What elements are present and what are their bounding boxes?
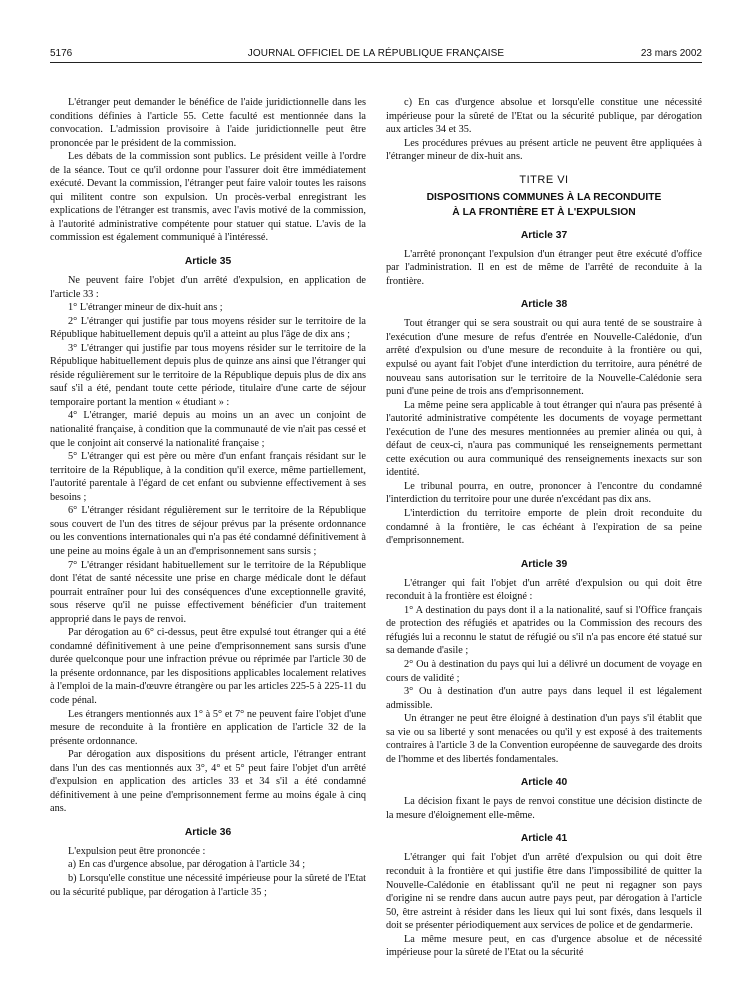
paragraph: L'étranger qui fait l'objet d'un arrêté d'expulsion ou qui doit être reconduit à la frontière et qui justifie être dans l'impossibilité de quitter la Nouvelle-Calédonie en établissant qu'il ne peut ni regagner son pays d'origine ni se rendre dans aucun autre pays peut, par dérogation à l'article 50, être astreint à résider dans les lieux qui lui sont fixés, dans lesquels il doit se présenter périodiquement aux services de police et de gendarmerie. [386, 852, 702, 932]
list-item: b) Lorsqu'elle constitue une nécessité impérieuse pour la sûreté de l'Etat ou la sécurité publique, par dérogation à l'article 35 ; [50, 872, 366, 898]
article-heading: Article 41 [520, 833, 568, 845]
paragraph: L'expulsion peut être prononcée : [68, 845, 206, 857]
section-subtitle-line: DISPOSITIONS COMMUNES À LA RECONDUITE [426, 191, 662, 203]
list-item: 4° L'étranger, marié depuis au moins un an avec un conjoint de nationalité française, à condition que la communauté de vie n'ait pas cessé et que le conjoint ait conservé la nationalité française ; [50, 410, 366, 449]
paragraph: Le tribunal pourra, en outre, prononcer à l'encontre du condamné l'interdiction du territoire pour une durée n'excédant pas dix ans. [386, 480, 702, 506]
list-item: 2° Ou à destination du pays qui lui a délivré un document de voyage en cours de validité ; [386, 658, 702, 684]
article-heading: Article 40 [520, 777, 568, 789]
list-item: 1° L'étranger mineur de dix-huit ans ; [68, 302, 223, 314]
paragraph: La décision fixant le pays de renvoi constitue une décision distincte de la mesure d'éloignement elle-même. [386, 796, 702, 821]
right-column [386, 96, 702, 960]
list-item: c) En cas d'urgence absolue et lorsqu'elle constitue une nécessité impérieuse pour la sûreté de l'Etat ou la sécurité publique, par dérogation aux articles 34 et 35. [386, 97, 702, 136]
paragraph: La même peine sera applicable à tout étranger qui n'aura pas présenté à l'autorité administrative compétente les documents de voyage permettant l'exécution de l'une des mesures mentionnées au premier alinéa ou qui, à défaut de ceux-ci, n'aura pas communiqué les renseignements permettant cette exécution ou aura communiqué des renseignements inexacts sur son identité. [386, 399, 702, 479]
paragraph: La même mesure peut, en cas d'urgence absolue et de nécessité impérieuse pour la sûreté de l'Etat ou la sécurité [386, 933, 702, 959]
paragraph: L'interdiction du territoire emporte de plein droit reconduite du condamné à la frontière, le cas échéant à l'expiration de sa peine d'emprisonnement. [386, 508, 702, 547]
paragraph: Un étranger ne peut être éloigné à destination d'un pays s'il établit que sa vie ou sa liberté y sont menacées ou qu'il y est exposé à des traitements contraires à l'article 3 de la Convention européenne de sauvegarde des droits de l'homme et des libertés fondamentales. [386, 713, 702, 765]
list-item: 3° Ou à destination d'un autre pays dans lequel il est légalement admissible. [386, 686, 702, 711]
paragraph: Les débats de la commission sont publics. Le président veille à l'ordre de la séance. Tout ce qu'il ordonne pour l'assurer doit être immédiatement exécuté. Devant la commission, l'étranger peut faire valoir toutes les raisons qui militent contre son expulsion. Un procès-verbal enregistrant les explications de l'étranger est transmis, avec l'avis motivé de la commission, à l'autorité administrative compétente pour statuer qui statue. L'avis de la commission est également communiqué à l'intéressé. [50, 151, 366, 244]
article-heading: Article 37 [520, 229, 568, 241]
list-item: 5° L'étranger qui est père ou mère d'un enfant français résidant sur le territoire de la République, à la condition qu'il exerce, même partiellement, l'autorité parentale à l'égard de cet enfant ou subvienne effectivement à ses besoins ; [50, 451, 366, 503]
list-item: a) En cas d'urgence absolue, par dérogation à l'article 34 ; [68, 859, 306, 871]
journal-title: JOURNAL OFFICIEL DE LA RÉPUBLIQUE FRANÇAISE [247, 48, 505, 59]
paragraph: L'étranger qui fait l'objet d'un arrêté d'expulsion ou qui doit être reconduit à la frontière est éloigné : [386, 577, 702, 603]
list-item: 7° L'étranger résidant habituellement sur le territoire de la République dont l'état de santé nécessite une prise en charge médicale dont le défaut pourrait entraîner pour lui des conséquences d'une exceptionnelle gravité, sous réserve qu'il ne puisse effectivement bénéficier d'un traitement approprié dans le pays de renvoi. [50, 559, 366, 625]
article-heading: Article 38 [520, 299, 568, 311]
article-heading: Article 36 [184, 826, 232, 838]
publication-date: 23 mars 2002 [640, 48, 702, 59]
article-heading: Article 39 [520, 558, 568, 570]
header-rule [50, 62, 702, 63]
paragraph: L'arrêté prononçant l'expulsion d'un étranger peut être exécuté d'office par l'administration. Il en est de même de l'arrêté de reconduite à la frontière. [386, 248, 702, 287]
list-item: 2° L'étranger qui justifie par tous moyens résider sur le territoire de la République habituellement depuis qu'il a atteint au plus l'âge de dix ans ; [50, 315, 366, 341]
page-number: 5176 [50, 48, 73, 59]
list-item: 1° A destination du pays dont il a la nationalité, sauf si l'Office français de protection des réfugiés et apatrides ou la Commission des recours des réfugiés lui a reconnu le statut de réfugié ou s'il n'a pas encore été statué sur sa demande d'asile ; [386, 604, 702, 657]
list-item: 3° L'étranger qui justifie par tous moyens résider sur le territoire de la République habituellement depuis plus de quinze ans ainsi que l'étranger qui réside régulièrement sur le territoire de la République depuis plus de dix ans sauf s'il a été, pendant toute cette période, titulaire d'une carte de séjour temporaire portant la mention « étudiant » : [50, 342, 366, 408]
section-subtitle-line: À LA FRONTIÈRE ET À L'EXPULSION [452, 206, 636, 218]
section-title: TITRE VI [519, 173, 569, 186]
page-header [50, 47, 702, 61]
left-column [50, 96, 366, 899]
paragraph: Les étrangers mentionnés aux 1° à 5° et 7° ne peuvent faire l'objet d'une mesure de reconduite à la frontière en application de l'article 32 de la présente ordonnance. [50, 708, 366, 747]
article-heading: Article 35 [184, 256, 232, 268]
paragraph: Par dérogation aux dispositions du présent article, l'étranger entrant dans l'un des cas mentionnés aux 3°, 4° et 5° peut faire l'objet d'un arrêté d'expulsion en application des articles 33 et 34 s'il a été condamné définitivement à une peine d'emprisonnement ferme au moins égale à cinq ans. [50, 749, 366, 815]
paragraph: Ne peuvent faire l'objet d'un arrêté d'expulsion, en application de l'article 33 : [50, 275, 366, 300]
paragraph: L'étranger peut demander le bénéfice de l'aide juridictionnelle dans les conditions définies à l'article 55. Cette faculté est mentionnée dans la convocation. L'admission provisoire à l'aide juridictionnelle peut être prononcée par le président de la commission. [50, 97, 366, 149]
paragraph: Par dérogation au 6° ci-dessus, peut être expulsé tout étranger qui a été condamné définitivement à une peine d'emprisonnement sans sursis d'une durée quelconque pour une infraction prévue ou réprimée par l'article 30 de la présente ordonnance, par les dispositions applicables localement relatives à l'emploi de la main-d'œuvre étrangère ou par les articles 225-5 à 225-11 du code pénal. [50, 627, 366, 706]
paragraph: Les procédures prévues au présent article ne peuvent être appliquées à l'étranger mineur de dix-huit ans. [386, 137, 702, 163]
list-item: 6° L'étranger résidant régulièrement sur le territoire de la République sous couvert de l'un des titres de séjour prévus par la présente ordonnance ou les conventions internationales qui n'a pas été condamné définitivement à une peine au moins égale à un an d'emprisonnement sans sursis ; [50, 505, 366, 557]
paragraph: Tout étranger qui se sera soustrait ou qui aura tenté de se soustraire à l'exécution d'une mesure de refus d'entrée en Nouvelle-Calédonie, d'un arrêté d'expulsion ou d'une mesure de reconduite à la frontière ou qui, expulsé ou ayant fait l'objet d'une interdiction du territoire, aura pénétré de nouveau sans autorisation sur le territoire de la Nouvelle-Calédonie sera puni d'une peine de trois ans d'emprisonnement. [386, 318, 702, 398]
